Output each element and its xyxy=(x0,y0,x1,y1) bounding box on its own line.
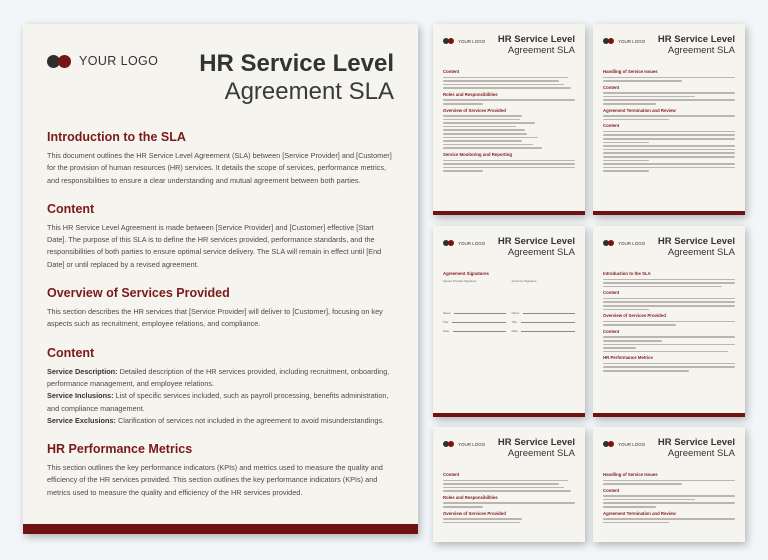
thumb-heading: Content xyxy=(443,472,460,477)
thumb-heading: Content xyxy=(603,487,620,493)
footer-bar xyxy=(433,211,585,215)
page-thumbnail-5[interactable] xyxy=(433,427,585,542)
thumb-heading: Handling of Service Issues xyxy=(603,472,658,477)
page-thumbnail-6[interactable] xyxy=(593,427,745,542)
section-heading-introduction: Introduction to the SLA xyxy=(47,130,186,144)
field-label: Date: xyxy=(443,328,450,333)
logo-text: YOUR LOGO xyxy=(458,240,486,246)
thumb-heading: Overview of Services Provided xyxy=(443,107,506,113)
service-description-item xyxy=(47,366,394,391)
title-line-1: HR Service Level xyxy=(199,50,394,77)
thumbnail-body xyxy=(443,469,575,525)
logo xyxy=(47,54,158,68)
thumb-heading: Content xyxy=(603,290,620,296)
logo xyxy=(603,38,645,44)
date-field[interactable] xyxy=(512,329,575,333)
section-text-overview: This section describes the HR services that [Service Provider] will deliver to [Customer], focusing on key aspects such as recruitment, employee relations, and compliance. xyxy=(47,307,383,329)
signature-field-row xyxy=(443,311,575,318)
service-inclusions-item xyxy=(47,390,394,415)
logo-dot-red-icon xyxy=(608,240,614,246)
thumb-heading: Introduction to the SLA xyxy=(603,271,651,276)
footer-bar xyxy=(23,524,418,534)
page-thumbnail-1[interactable] xyxy=(433,24,585,215)
logo xyxy=(443,38,485,44)
thumb-heading: Content xyxy=(443,69,460,74)
thumb-heading: Handling of Service Issues xyxy=(603,69,658,74)
thumb-heading: Content xyxy=(603,84,620,90)
title-line-1: HR Service Level xyxy=(657,34,735,45)
page-thumbnail-2[interactable] xyxy=(593,24,745,215)
thumbnail-body xyxy=(443,268,575,336)
thumbnail-body xyxy=(603,469,735,525)
service-exclusions-item xyxy=(47,415,394,427)
thumb-heading: Agreement Termination and Review xyxy=(603,510,676,516)
logo-dot-red-icon xyxy=(608,38,614,44)
footer-bar xyxy=(593,413,745,417)
signature-field-row xyxy=(443,329,575,336)
thumb-heading: Overview of Services Provided xyxy=(603,313,666,319)
item-label: Service Description: xyxy=(47,366,118,376)
thumb-heading: Content xyxy=(603,328,620,334)
thumb-heading: Agreement Signatures xyxy=(443,271,489,276)
service-provider-signature-label: Service Provider Signature xyxy=(443,278,477,283)
customer-signature-label: Customer Signature xyxy=(511,278,537,283)
logo-dot-red-icon xyxy=(58,55,71,68)
name-field[interactable] xyxy=(512,311,575,315)
section-text-introduction: This document outlines the HR Service Level Agreement (SLA) between [Service Provider] and [Customer] for the provision of human resources (HR) services. It details the scope of services, performance metrics, and responsibilities to ensure a clear understanding and mutual agreement between both parties. xyxy=(47,151,392,185)
title-line-1: HR Service Level xyxy=(497,437,575,448)
logo-text: YOUR LOGO xyxy=(618,38,646,44)
document-title xyxy=(658,236,735,258)
section-heading-content: Content xyxy=(47,201,95,216)
footer-bar xyxy=(433,413,585,417)
logo xyxy=(603,240,645,246)
document-title xyxy=(498,34,575,56)
section-text-content: This HR Service Level Agreement is made between [Service Provider] and [Customer] effective [Start Date]. The purpose of this SLA is to define the HR services provided, performance standards, and the responsibilities of both parties to ensure optimal service delivery. The SLA will remain in effect until [End Date] or until replaced by a revised agreement. xyxy=(47,222,382,269)
thumb-heading: Agreement Termination and Review xyxy=(603,107,676,113)
item-text: List of specific services included, such as payroll processing, benefits administration, and compliance management. xyxy=(47,391,389,413)
logo-text: YOUR LOGO xyxy=(458,441,486,447)
title-line-1: HR Service Level xyxy=(497,236,575,247)
item-label: Service Inclusions: xyxy=(47,391,114,401)
thumbnail-body xyxy=(443,66,575,174)
logo-dot-red-icon xyxy=(448,38,454,44)
thumbnail-body xyxy=(603,268,735,374)
logo-text: YOUR LOGO xyxy=(458,38,486,44)
document-body xyxy=(47,129,394,513)
logo-text: YOUR LOGO xyxy=(618,441,646,447)
name-field[interactable] xyxy=(443,311,506,315)
logo-text: YOUR LOGO xyxy=(79,54,159,68)
title-line-2: Agreement SLA xyxy=(667,247,735,258)
document-page-main[interactable] xyxy=(23,24,418,534)
title-line-2: Agreement SLA xyxy=(224,78,394,105)
title-line-2: Agreement SLA xyxy=(507,247,575,258)
title-line-2: Agreement SLA xyxy=(667,448,735,459)
title-line-1: HR Service Level xyxy=(497,34,575,45)
logo-text: YOUR LOGO xyxy=(618,240,646,246)
document-title xyxy=(199,50,394,106)
field-label: Title: xyxy=(443,319,449,324)
title-line-2: Agreement SLA xyxy=(667,45,735,56)
field-label: Date: xyxy=(511,328,519,333)
logo-dot-red-icon xyxy=(448,240,454,246)
section-heading-overview: Overview of Services Provided xyxy=(47,286,230,301)
item-text: Clarification of services not included in the agreement to avoid misunderstandings. xyxy=(115,415,385,425)
field-label: Title: xyxy=(511,319,518,324)
document-title xyxy=(498,236,575,258)
thumb-heading: Roles and Responsibilities xyxy=(443,494,498,500)
date-field[interactable] xyxy=(443,329,506,333)
document-title xyxy=(658,34,735,56)
thumbnail-body xyxy=(603,66,735,174)
title-line-1: HR Service Level xyxy=(657,236,735,247)
title-line-1: HR Service Level xyxy=(657,437,735,448)
logo-dot-red-icon xyxy=(608,441,614,447)
title-line-2: Agreement SLA xyxy=(507,448,575,459)
field-label: Name: xyxy=(443,310,452,315)
page-thumbnail-3[interactable] xyxy=(433,226,585,417)
thumb-heading: Overview of Services Provided xyxy=(443,510,506,516)
logo xyxy=(603,441,645,447)
document-title xyxy=(498,437,575,459)
signature-field-row xyxy=(443,320,575,327)
logo-dot-red-icon xyxy=(448,441,454,447)
item-label: Service Exclusions: xyxy=(47,415,116,425)
section-text-performance-metrics: This section outlines the key performance indicators (KPIs) and metrics used to measure the quality and efficiency of the HR services provided. This section outlines the key performance indicators (KPIs) and metrics used to measure the quality and efficiency of the HR services provided. xyxy=(47,463,383,497)
thumb-heading: Service Monitoring and Reporting xyxy=(443,152,512,157)
section-heading-performance-metrics: HR Performance Metrics xyxy=(47,442,193,457)
title-field[interactable] xyxy=(512,320,575,324)
section-heading-content-services: Content xyxy=(47,345,95,360)
item-text: Detailed description of the HR services provided, including recruitment, onboarding, performance management, and employee relations. xyxy=(47,366,390,388)
thumb-heading: HR Performance Metrics xyxy=(603,355,653,361)
page-thumbnail-4[interactable] xyxy=(593,226,745,417)
logo xyxy=(443,441,485,447)
field-label: Name: xyxy=(511,310,520,315)
document-title xyxy=(658,437,735,459)
thumb-heading: Roles and Responsibilities xyxy=(443,91,498,97)
logo xyxy=(443,240,485,246)
thumb-heading: Content xyxy=(603,123,620,129)
title-field[interactable] xyxy=(443,320,506,324)
footer-bar xyxy=(593,211,745,215)
title-line-2: Agreement SLA xyxy=(507,45,575,56)
